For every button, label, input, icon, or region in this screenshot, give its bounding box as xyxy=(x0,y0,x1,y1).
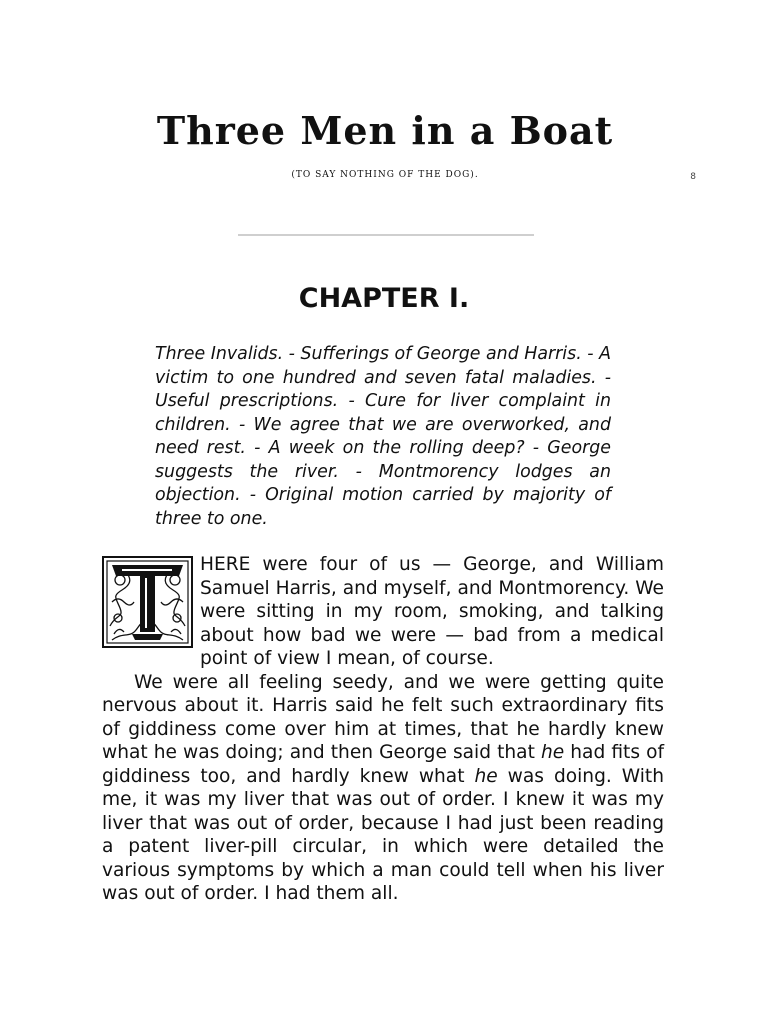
emphasis-he-2: he xyxy=(474,765,498,787)
book-title-text: Three Men in a Boat xyxy=(156,108,614,153)
chapter-heading: CHAPTER I. xyxy=(298,283,470,314)
paragraph-1-text: HERE were four of us — George, and William Samuel Harris, and myself, and Montmorency. We were sitting in my room, smoking, and talking about how bad we were — bad from a medical point of view I mean, of course. xyxy=(200,554,664,669)
paragraph-1 xyxy=(102,553,664,671)
emphasis-he-1: he xyxy=(540,742,565,763)
book-subtitle xyxy=(240,168,530,180)
paragraph-2-text-a: We were all feeling seedy, and we were getting quite nervous about it. Harris said he felt such extraordinary fits of giddiness come over him at times, that he hardly knew what he was doing; and then George said that xyxy=(102,671,664,763)
book-title xyxy=(156,108,614,156)
chapter-synopsis: Three Invalids. - Sufferings of George and Harris. - A victim to one hundred and seven fatal maladies. - Useful prescriptions. - Cure for liver complaint in children. - We agree that we are overworked, and need rest. - A week on the rolling deep? - George suggests the river. - Montmorency lodges an objection. - Original motion carried by majority of three to one. xyxy=(155,344,611,529)
drop-cap-t-ornament xyxy=(102,556,193,648)
paragraph-2-text-c: was doing. With me, it was my liver that was out of order. I knew it was my liver that was out of order, because I had just been reading a patent liver-pill circular, in which were detailed the various symptoms by which a man could tell when his liver was out of order. I had them all. xyxy=(102,765,664,904)
divider-rule xyxy=(238,234,534,236)
book-subtitle-text: (TO SAY NOTHING OF THE DOG). xyxy=(291,170,479,180)
paragraph-2 xyxy=(102,671,664,906)
paragraph-2-text-b: had fits of giddiness too, and hardly knew what xyxy=(102,742,665,787)
page-number: 8 xyxy=(690,172,696,182)
chapter-body xyxy=(102,553,664,906)
